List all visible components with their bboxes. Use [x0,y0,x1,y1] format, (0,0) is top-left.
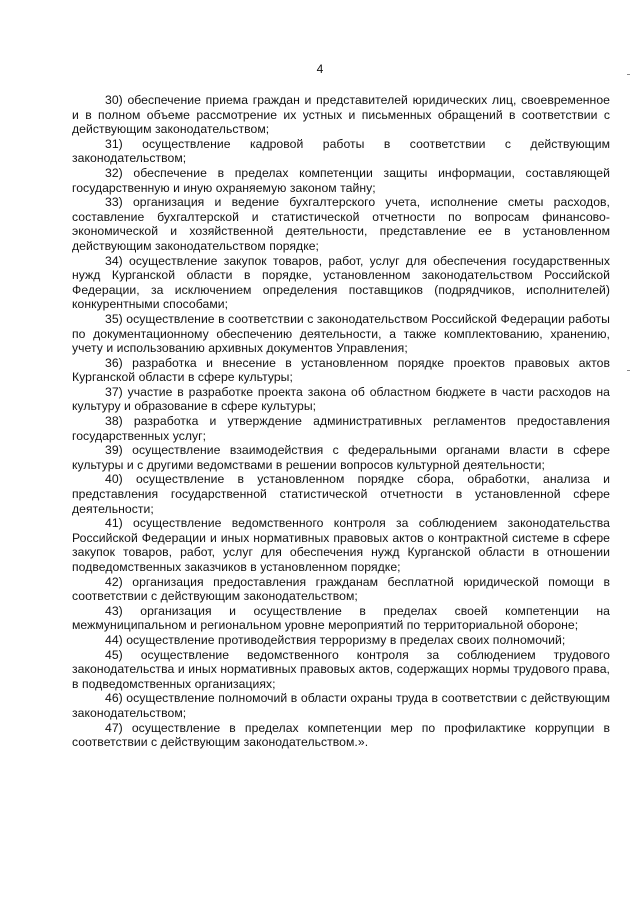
list-item-37: 37) участие в разработке проекта закона об областном бюджете в части расходов на культуру и образование в сфере культуры; [72,384,610,414]
list-item-44: 44) осуществление противодействия терроризму в пределах своих полномочий; [105,632,566,647]
list-item-34: 34) осуществление закупок товаров, работ, услуг для обеспечения государственных нужд Курганской области в порядке, установленном законодательством Российской Федерации, за исключением определения поставщиков (подрядчиков, исполнителей) конкурентными способами; [72,253,610,312]
list-item-32: 32) обеспечение в пределах компетенции защиты информации, составляющей государственную и иную охраняемую законом тайну; [72,165,610,195]
scan-mark [627,74,630,75]
page-number: 4 [316,62,324,76]
list-item-39: 39) осуществление взаимодействия с федеральными органами власти в сфере культуры и с другими ведомствами в решении вопросов культурной деятельности; [72,443,610,472]
list-item-36: 36) разработка и внесение в установленном порядке проектов правовых актов Курганской области в сфере культуры; [72,355,610,385]
list-item-30: 30) обеспечение приема граждан и представителей юридических лиц, своевременное и в полном объеме рассмотрение их устных и письменных обращений в соответствии с действующим законодательством; [72,93,610,137]
list-item-42: 42) организация предоставления гражданам бесплатной юридической помощи в соответствии с действующим законодательством; [72,574,610,604]
list-item-31: 31) осуществление кадровой работы в соответствии с действующим законодательством; [72,136,610,166]
list-item-43: 43) организация и осуществление в пределах своей компетенции на межмуниципальном и региональном уровне мероприятий по территориальной обороне; [72,603,610,633]
list-item-41: 41) осуществление ведомственного контроля за соблюдением законодательства Российской Федерации и иных нормативных правовых актов о контрактной системе в сфере закупок товаров, работ, услуг для обеспечения нужд Курганской области в отношении подведомственных заказчиков в установленном порядке; [72,516,610,574]
document-body [72,93,610,750]
list-item-46: 46) осуществление полномочий в области охраны труда в соответствии с действующим законодательством; [72,691,610,720]
list-item-45: 45) осуществление ведомственного контроля за соблюдением трудового законодательства и иных нормативных правовых актов, содержащих нормы трудового права, в подведомственных организациях; [72,647,610,691]
list-item-47: 47) осуществление в пределах компетенции мер по профилактике коррупции в соответствии с действующим законодательством.». [72,720,610,750]
list-item-35: 35) осуществление в соответствии с законодательством Российской Федерации работы по документационному обеспечению деятельности, а также комплектованию, хранению, учету и использованию архивных документов Управления; [72,311,610,356]
scan-mark [627,370,630,371]
list-item-38: 38) разработка и утверждение административных регламентов предоставления государственных услуг; [72,414,610,443]
list-item-40: 40) осуществление в установленном порядке сбора, обработки, анализа и представления государственной статистической отчетности в установленной сфере деятельности; [72,472,610,516]
list-item-33: 33) организация и ведение бухгалтерского учета, исполнение сметы расходов, составление бухгалтерской и статистической отчетности по вопросам финансово-экономической и хозяйственной деятельности, представление ее в установленном действующим законодательством порядке; [72,195,610,253]
